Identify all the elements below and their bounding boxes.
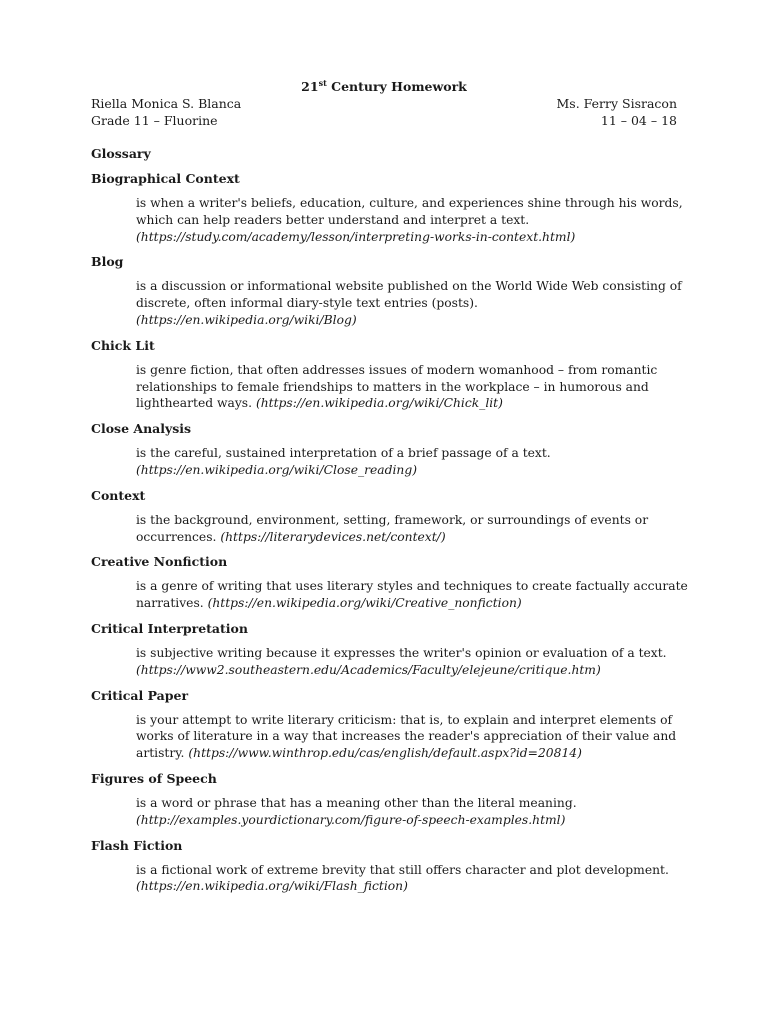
glossary-entry: [91, 687, 691, 762]
glossary-entry: [91, 170, 691, 245]
definition-text: is when a writer's beliefs, education, culture, and experiences shine through his words, which can help readers better understand and interpret a text.: [136, 196, 683, 227]
glossary-entry: [91, 837, 691, 896]
date: 11 – 04 – 18: [600, 113, 677, 128]
glossary-term: Critical Interpretation: [91, 620, 248, 636]
glossary-term: Flash Fiction: [91, 837, 183, 853]
glossary-definition: [136, 795, 691, 829]
glossary-entry: [91, 337, 691, 412]
glossary-term: Creative Nonfiction: [91, 554, 228, 570]
title-superscript: st: [318, 77, 327, 88]
glossary-entry: [91, 770, 691, 829]
source-citation: (https://en.wikipedia.org/wiki/Flash_fiction): [136, 879, 408, 894]
definition-text: is a word or phrase that has a meaning other than the literal meaning.: [136, 795, 577, 810]
glossary-entry: [91, 420, 691, 479]
glossary-definition: [136, 862, 691, 896]
glossary-term: Figures of Speech: [91, 770, 217, 786]
source-citation: (https://study.com/academy/lesson/interpreting-works-in-context.html): [136, 229, 576, 244]
glossary-definition: [136, 712, 691, 762]
source-citation: (https://en.wikipedia.org/wiki/Blog): [136, 312, 357, 327]
glossary-entry: [91, 553, 691, 612]
student-name: Riella Monica S. Blanca: [91, 96, 242, 111]
source-citation: (https://www.winthrop.edu/cas/english/default.aspx?id=20814): [188, 746, 582, 761]
definition-text: is your attempt to write literary criticism: that is, to explain and interpret elements of works of literature in a way that increases the reader's appreciation of their value and artistry.: [136, 712, 677, 761]
glossary-term: Biographical Context: [91, 171, 240, 186]
teacher-name: Ms. Ferry Sisracon: [556, 96, 677, 111]
definition-text: is subjective writing because it expresses the writer's opinion or evaluation of a text.: [136, 645, 667, 660]
glossary-list: [91, 170, 691, 903]
glossary-definition: [136, 578, 691, 612]
section-heading: Glossary: [91, 146, 151, 161]
glossary-definition: [136, 512, 691, 546]
glossary-definition: [136, 362, 691, 412]
glossary-definition: [136, 445, 691, 479]
page-title: [0, 79, 768, 95]
definition-text: is genre fiction, that often addresses issues of modern womanhood – from romantic relationships to female friendships to matters in the workplace – in humorous and lighthearted ways.: [136, 362, 658, 411]
glossary-term: Critical Paper: [91, 687, 189, 703]
grade-section: Grade 11 – Fluorine: [91, 113, 218, 128]
definition-text: is a genre of writing that uses literary styles and techniques to create factually accurate narratives.: [136, 579, 688, 611]
title-rest: Century Homework: [326, 79, 467, 94]
source-citation: (https://www2.southeastern.edu/Academics/Faculty/elejeune/critique.htm): [136, 662, 601, 677]
source-citation: (https://literarydevices.net/context/): [220, 529, 446, 544]
definition-text: is the careful, sustained interpretation of a brief passage of a text.: [136, 446, 551, 461]
glossary-entry: [91, 620, 691, 679]
glossary-term: Context: [91, 487, 146, 503]
student-info: [91, 95, 241, 129]
definition-text: is the background, environment, setting, framework, or surroundings of events or occurrences.: [136, 512, 649, 544]
source-citation: (https://en.wikipedia.org/wiki/Chick_lit): [255, 396, 503, 411]
definition-text: is a discussion or informational website published on the World Wide Web consisting of discrete, often informal diary-style text entries (posts).: [136, 279, 682, 311]
glossary-term: Close Analysis: [91, 421, 192, 437]
source-citation: (https://en.wikipedia.org/wiki/Close_reading): [136, 462, 417, 477]
source-citation: (http://examples.yourdictionary.com/figure-of-speech-examples.html): [136, 812, 566, 827]
glossary-definition: [136, 645, 691, 679]
glossary-term: Chick Lit: [91, 337, 155, 353]
glossary-definition: [136, 195, 691, 245]
definition-text: is a fictional work of extreme brevity that still offers character and plot development.: [136, 862, 669, 877]
glossary-entry: [91, 253, 691, 328]
glossary-entry: [91, 487, 691, 546]
source-citation: (https://en.wikipedia.org/wiki/Creative_nonfiction): [207, 596, 522, 611]
glossary-definition: [136, 278, 691, 328]
teacher-info: [556, 95, 677, 129]
title-prefix: 21: [301, 79, 319, 94]
glossary-term: Blog: [91, 254, 124, 270]
